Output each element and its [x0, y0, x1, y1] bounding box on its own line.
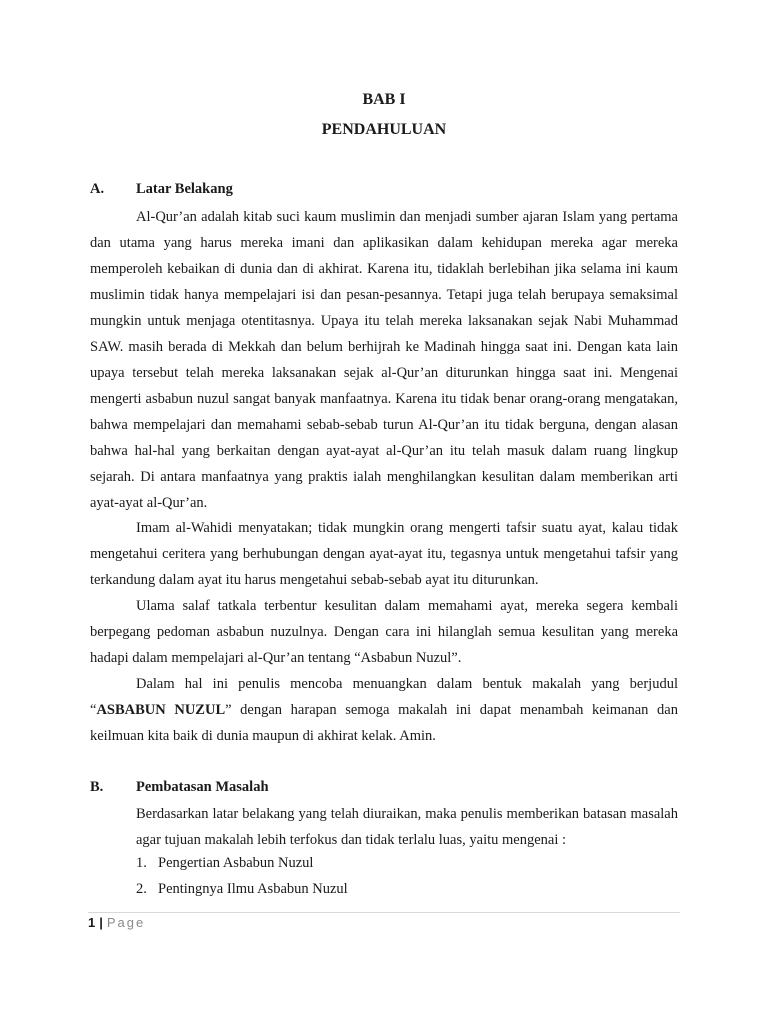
page-footer [88, 915, 145, 930]
list-item [136, 855, 313, 872]
list-item-number: 2. [136, 881, 147, 897]
footer-divider [88, 912, 680, 913]
chapter-number: BAB I [362, 91, 406, 108]
list-item-text: Pengertian Asbabun Nuzul [158, 855, 314, 871]
list-item-text: Pentingnya Ilmu Asbabun Nuzul [158, 881, 348, 897]
section-a-number: A. [90, 181, 105, 197]
list-item [136, 881, 348, 898]
paragraph-5: Berdasarkan latar belakang yang telah diuraikan, maka penulis memberikan batasan masalah agar tujuan makalah lebih terfokus dan tidak terlalu luas, yaitu mengenai : [136, 806, 678, 848]
section-b-title: Pembatasan Masalah [136, 779, 269, 795]
paragraph-2: Imam al-Wahidi menyatakan; tidak mungkin orang mengerti tafsir suatu ayat, kalau tidak mengetahui ceritera yang berhubungan dengan ayat-ayat itu, tegasnya untuk mengetahui tafsir yang terkandung dalam ayat itu harus mengetahui sebab-sebab ayat itu diturunkan. [90, 520, 678, 588]
footer-separator: | [99, 915, 103, 930]
paragraph-4-start: Dalam hal ini penulis mencoba menuangkan dalam bentuk makalah yang berjudul “ [90, 676, 678, 718]
list-item-number: 1. [136, 855, 147, 871]
paper-title-emphasis: ASBABUN NUZUL [96, 702, 226, 718]
paragraph-3: Ulama salaf tatkala terbentur kesulitan dalam memahami ayat, mereka segera kembali berpegang pedoman asbabun nuzulnya. Dengan cara ini hilanglah semua kesulitan yang mereka hadapi dalam mempelajari al-Qur’an tentang “Asbabun Nuzul”. [90, 598, 678, 666]
section-b-heading [90, 779, 269, 796]
chapter-title: PENDAHULUAN [321, 121, 447, 138]
paragraph-1: Al-Qur’an adalah kitab suci kaum muslimin dan menjadi sumber ajaran Islam yang pertama dan utama yang harus mereka imani dan aplikasikan dalam kehidupan mereka agar mereka memperoleh kebaikan di dunia dan di akhirat. Karena itu, tidaklah berlebihan jika selama ini kaum muslimin tidak hanya mempelajari isi dan pesan-pesannya. Tetapi juga telah berupaya semaksimal mungkin untuk menjaga otentitasnya. Upaya itu telah mereka laksanakan sejak Nabi Muhammad SAW. masih berada di Mekkah dan belum berhijrah ke Madinah hingga saat ini. Dengan kata lain upaya tersebut telah mereka laksanakan sejak al-Qur’an diturunkan hingga saat ini. Mengenai mengerti asbabun nuzul sangat banyak manfaatnya. Karena itu tidak benar orang-orang mengatakan, bahwa mempelajari dan memahami sebab-sebab turun Al-Qur’an itu tidak berguna, dengan alasan bahwa hal-hal yang berkaitan dengan ayat-ayat al-Qur’an itu telah masuk dalam ruang lingkup sejarah. Di antara manfaatnya yang praktis ialah menghilangkan kesulitan dalam memberikan arti ayat-ayat al-Qur’an. [90, 209, 678, 511]
page-number: 1 [88, 915, 96, 930]
page-label: Page [106, 915, 146, 930]
paragraph-4-end: ” dengan harapan semoga makalah ini dapat menambah keimanan dan keilmuan kita baik di dunia maupun di akhirat kelak. Amin. [90, 702, 678, 744]
section-b-number: B. [90, 779, 104, 795]
paragraph-4 [90, 671, 678, 749]
section-a-title: Latar Belakang [136, 181, 233, 197]
section-a-heading [90, 181, 233, 198]
